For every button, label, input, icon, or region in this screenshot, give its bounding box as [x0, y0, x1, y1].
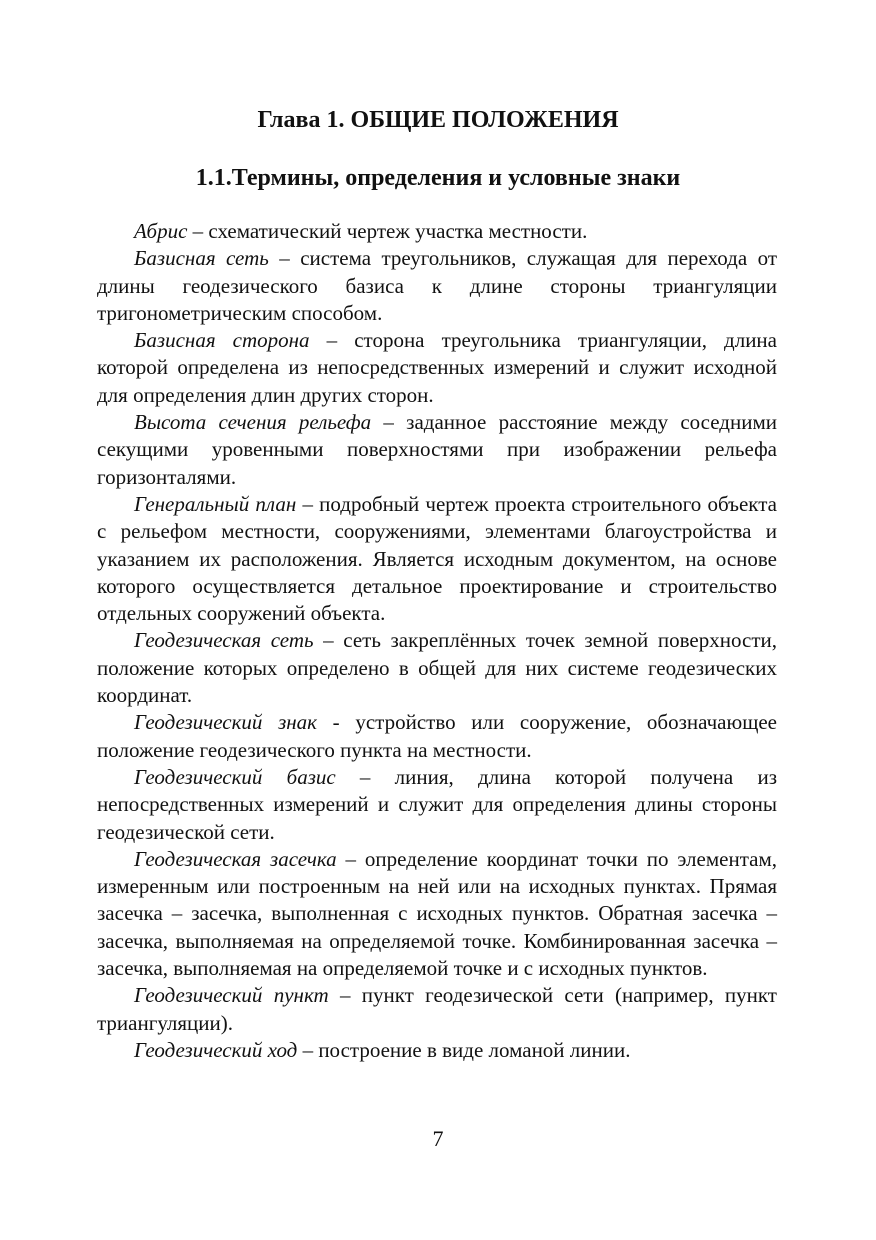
definition-text: заданное расстояние между соседними секущими уровенными поверхностями при изображении рельефа горизонталями. — [97, 410, 777, 489]
definition-separator: – — [313, 628, 344, 653]
definition-separator: – — [268, 246, 301, 271]
definition-paragraph — [97, 627, 777, 709]
definition-term: Геодезический знак — [134, 710, 318, 735]
definition-term: Базисная сеть — [134, 246, 269, 271]
definition-term: Высота сечения рельефа — [134, 410, 372, 435]
definition-separator: – — [296, 491, 320, 516]
definition-term: Геодезическая засечка — [134, 846, 337, 871]
chapter-title: Глава 1. ОБЩИЕ ПОЛОЖЕНИЯ — [257, 107, 619, 133]
page-number: 7 — [432, 1126, 444, 1151]
definition-paragraph — [97, 709, 777, 764]
definition-term: Геодезическая сеть — [134, 628, 314, 653]
definition-text: система треугольников, служащая для перехода от длины геодезического базиса к длине стороны триангуляции тригонометрическим способом. — [97, 246, 778, 325]
definition-separator: – — [309, 328, 355, 353]
definition-paragraph — [97, 491, 777, 627]
definition-separator: – — [336, 846, 365, 871]
definition-paragraph — [97, 218, 777, 245]
definition-paragraph — [97, 1037, 777, 1064]
definition-term: Абрис — [134, 219, 188, 243]
definitions-list — [97, 218, 777, 1064]
definition-text: устройство или сооружение, обозначающее положение геодезического пункта на местности. — [97, 710, 778, 762]
definition-text: определение координат точки по элементам, измеренным или построенным на ней или на исходных пунктах. Прямая засечка – засечка, выполненная с исходных пунктов. Обратная засечка – засечка, выполняемая на определяемой точке. Комбинированная засечка – засечка, выполняемая на определяемой точке и с исходных пунктов. — [97, 846, 778, 981]
definition-separator: – — [328, 983, 362, 1008]
definition-separator: – — [297, 1037, 319, 1062]
definition-text: схематический чертеж участка местности. — [208, 219, 588, 243]
definition-text: подробный чертеж проекта строительного объекта с рельефом местности, сооружениями, элементами благоустройства и указанием их расположения. Является исходным документом, на основе которого осуществляется детальное проектирование и строительство отдельных сооружений объекта. — [97, 491, 777, 626]
definition-text: пункт геодезической сети (например, пункт триангуляции). — [97, 983, 777, 1035]
definition-term: Геодезический пункт — [134, 983, 329, 1008]
definition-text: построение в виде ломаной линии. — [318, 1037, 631, 1062]
definition-separator: – — [187, 219, 209, 243]
definition-separator: - — [317, 710, 356, 735]
definition-term: Геодезический базис — [134, 764, 336, 789]
definition-term: Геодезический ход — [134, 1037, 298, 1062]
definition-paragraph — [97, 327, 777, 409]
definition-paragraph — [97, 846, 777, 982]
definition-paragraph — [97, 409, 777, 491]
definition-text: сеть закреплённых точек земной поверхности, положение которых определено в общей для них системе геодезических координат. — [97, 628, 777, 708]
definition-paragraph — [97, 245, 777, 327]
section-title: 1.1.Термины, определения и условные знаки — [195, 165, 681, 191]
definition-term: Базисная сторона — [134, 328, 310, 353]
definition-separator: – — [371, 410, 407, 435]
definition-text: линия, длина которой получена из непосредственных измерений и служит для определения длины стороны геодезической сети. — [97, 764, 777, 844]
definition-paragraph — [97, 982, 777, 1037]
definition-text: сторона треугольника триангуляции, длина которой определена из непосредственных измерений и служит исходной для определения длин других сторон. — [97, 328, 777, 407]
definition-term: Генеральный план — [134, 491, 297, 516]
definition-separator: – — [335, 764, 395, 789]
definition-paragraph — [97, 764, 777, 846]
